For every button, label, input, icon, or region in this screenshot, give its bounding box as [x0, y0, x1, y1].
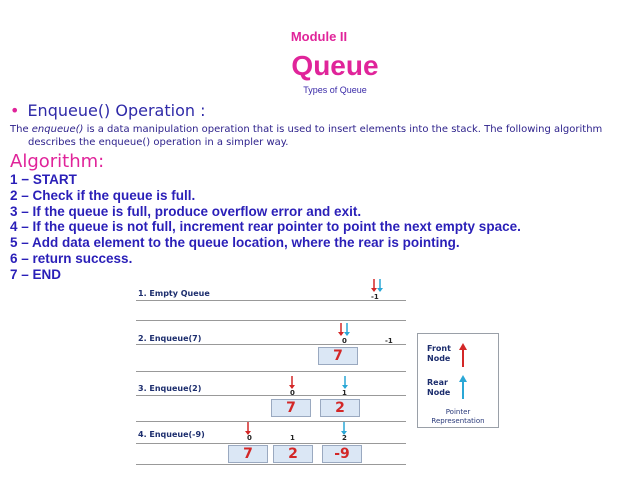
queue-cell: -9	[322, 445, 362, 463]
index-label: 1	[290, 434, 295, 442]
queue-line	[136, 320, 406, 321]
rear-arrow	[339, 375, 351, 391]
queue-cell: 2	[273, 445, 313, 463]
legend-caption: Pointer Representation	[431, 408, 485, 425]
queue-diagram	[128, 282, 418, 472]
module-label: Module II	[290, 29, 348, 44]
description	[10, 123, 620, 149]
front-arrow	[242, 421, 254, 437]
queue-line	[136, 371, 406, 372]
step-6: 6 – return success.	[10, 250, 133, 266]
pointer-arrows-enqueue7	[335, 322, 355, 338]
pointer-legend	[417, 333, 499, 428]
step-1: 1 − START	[10, 172, 77, 187]
desc-line2: describes the enqueue() operation in a simpler way.	[28, 137, 289, 148]
page-subtitle: Types of Queue	[303, 85, 367, 95]
pointer-arrows-empty	[368, 278, 388, 294]
desc-line1: is a data manipulation operation that is used to insert elements into the stack. The following algorithm	[83, 124, 603, 135]
bullet-icon: •	[10, 101, 20, 120]
index-label: -1	[385, 337, 393, 345]
page-title: Queue	[291, 50, 379, 81]
algorithm-heading: Algorithm:	[10, 151, 105, 172]
step-2: 2 – Check if the queue is full.	[10, 187, 196, 203]
bullet-text: Enqueue() Operation :	[27, 101, 206, 120]
diagram-label-enqueue7: 2. Enqueue(7)	[138, 334, 202, 343]
index-label: 0	[342, 337, 347, 345]
queue-cell: 7	[271, 399, 311, 417]
step-7: 7 – END	[10, 266, 62, 282]
front-arrow-icon	[458, 342, 468, 368]
queue-line	[136, 300, 406, 301]
step-3: 3 – If the queue is full, produce overflow error and exit.	[10, 203, 362, 219]
index-label: 0	[290, 389, 295, 397]
rear-arrow	[338, 421, 350, 437]
queue-line	[136, 464, 406, 465]
queue-line	[136, 443, 406, 444]
desc-pre: The	[10, 124, 32, 135]
legend-front-label: Front Node	[427, 344, 451, 363]
diagram-label-empty: 1. Empty Queue	[138, 289, 210, 298]
step-5: 5 – Add data element to the queue location, where the rear is pointing.	[10, 235, 460, 251]
index-label: -1	[371, 293, 379, 301]
section-bullet	[10, 101, 205, 120]
queue-line	[136, 395, 406, 396]
queue-line	[136, 344, 406, 345]
legend-rear-label: Rear Node	[427, 378, 451, 397]
queue-line	[136, 421, 406, 422]
queue-cell: 2	[320, 399, 360, 417]
desc-code: enqueue()	[31, 124, 84, 135]
index-label: 2	[342, 434, 347, 442]
front-arrow	[286, 375, 298, 391]
queue-cell: 7	[228, 445, 268, 463]
step-4: 4 – If the queue is not full, increment rear pointer to point the next empty space.	[10, 219, 521, 235]
rear-arrow-icon	[458, 374, 468, 400]
queue-cell: 7	[318, 347, 358, 365]
index-label: 0	[247, 434, 252, 442]
diagram-label-enqueue2: 3. Enqueue(2)	[138, 384, 202, 393]
index-label: 1	[342, 389, 347, 397]
algorithm-steps	[10, 172, 521, 283]
diagram-label-enqueue-9: 4. Enqueue(-9)	[138, 430, 205, 439]
